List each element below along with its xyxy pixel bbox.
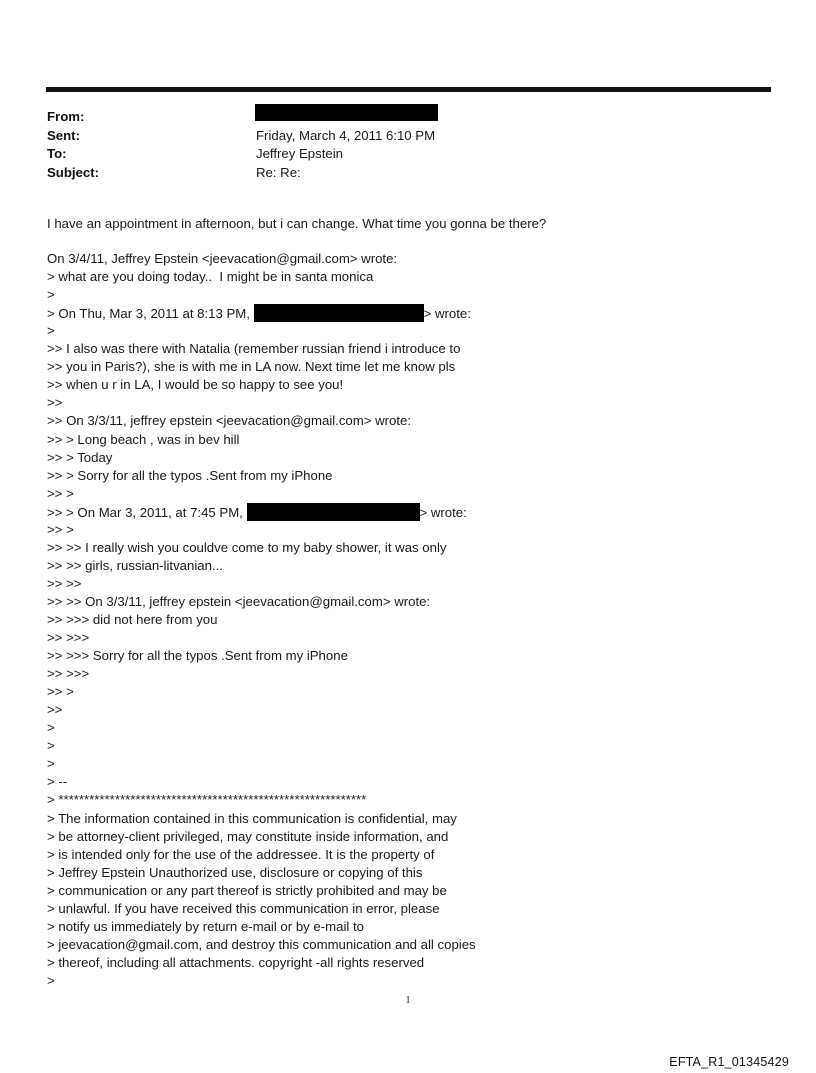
paragraph-gap <box>47 233 767 250</box>
sent-row <box>47 127 767 146</box>
quote-line: > ************************************************************ <box>47 792 367 808</box>
disclaimer-line: > notify us immediately by return e-mail or by e-mail to <box>47 918 364 934</box>
quote-line-end: > wrote: <box>419 504 467 520</box>
subject-label: Subject: <box>47 164 100 180</box>
quote-line: >> >> <box>47 575 82 591</box>
quote-line: >> > <box>47 521 74 537</box>
quote-line: >> > <box>47 684 74 700</box>
quote-line: >> On 3/3/11, jeffrey epstein <jeevacation@gmail.com> wrote: <box>47 413 412 429</box>
quote-line: >> when u r in LA, I would be so happy to see you! <box>47 377 344 393</box>
disclaimer-line: > jeevacation@gmail.com, and destroy this communication and all copies <box>47 936 476 952</box>
quote-line: > what are you doing today.. I might be in santa monica <box>47 269 374 285</box>
quote-line-start: > On Thu, Mar 3, 2011 at 8:13 PM, <box>47 306 254 322</box>
header-rule <box>46 87 771 92</box>
email-body <box>47 215 767 990</box>
quote-line: >> >>> <box>47 630 90 646</box>
quote-line-with-redaction <box>47 304 767 322</box>
disclaimer-line: > is intended only for the use of the addressee. It is the property of <box>47 846 435 862</box>
to-row <box>47 145 767 164</box>
quote-line: >> you in Paris?), she is with me in LA now. Next time let me know pls <box>47 359 456 375</box>
subject-value: Re: Re: <box>256 164 301 180</box>
disclaimer-line: > The information contained in this communication is confidential, may <box>47 810 457 826</box>
sent-value: Friday, March 4, 2011 6:10 PM <box>256 127 436 143</box>
from-redaction <box>255 104 438 121</box>
quote-line: > <box>47 720 55 736</box>
sent-label: Sent: <box>47 127 80 143</box>
quote-line-end: > wrote: <box>423 306 471 322</box>
quote-line: >> I also was there with Natalia (remember russian friend i introduce to <box>47 341 461 357</box>
quote-line: >> > Long beach , was in bev hill <box>47 431 240 447</box>
sender-redaction <box>254 304 424 322</box>
body-intro: I have an appointment in afternoon, but i can change. What time you gonna be there? <box>47 216 547 231</box>
disclaimer-line: > Jeffrey Epstein Unauthorized use, disclosure or copying of this <box>47 864 423 880</box>
quote-line: >> >>> did not here from you <box>47 611 218 627</box>
quote-line: > <box>47 972 55 988</box>
quote-line: > <box>47 323 55 339</box>
from-row <box>47 108 767 127</box>
sender-redaction <box>247 503 420 521</box>
document-id: EFTA_R1_01345429 <box>669 1055 789 1069</box>
to-value: Jeffrey Epstein <box>256 146 343 161</box>
quote-line: >> > <box>47 485 74 501</box>
page-number: 1 <box>405 995 411 1006</box>
to-label: To: <box>47 146 67 161</box>
from-label: From: <box>47 109 85 124</box>
disclaimer-line: > unlawful. If you have received this communication in error, please <box>47 900 440 916</box>
quote-line: >> >>> <box>47 666 90 682</box>
quote-line: > <box>47 287 55 303</box>
disclaimer-line: > communication or any part thereof is strictly prohibited and may be <box>47 882 447 898</box>
quote-line: >> > Sorry for all the typos .Sent from my iPhone <box>47 467 333 483</box>
quote-line: >> >> On 3/3/11, jeffrey epstein <jeevacation@gmail.com> wrote: <box>47 593 431 609</box>
quote-line: > -- <box>47 774 68 790</box>
quote-line-start: >> > On Mar 3, 2011, at 7:45 PM, <box>47 504 247 520</box>
quote-line: On 3/4/11, Jeffrey Epstein <jeevacation@gmail.com> wrote: <box>47 251 398 267</box>
disclaimer-line: > be attorney-client privileged, may constitute inside information, and <box>47 828 449 844</box>
quote-line: > <box>47 738 55 754</box>
quote-line: >> <box>47 702 63 718</box>
subject-row <box>47 164 767 183</box>
quote-line: >> >> girls, russian-litvanian... <box>47 557 223 573</box>
quote-line: >> > Today <box>47 449 113 465</box>
quote-line: >> <box>47 395 63 411</box>
quote-line: > <box>47 756 55 772</box>
quote-line: >> >>> Sorry for all the typos .Sent from my iPhone <box>47 648 348 664</box>
email-header <box>47 108 767 182</box>
quote-line-with-redaction <box>47 503 767 521</box>
quote-line: >> >> I really wish you couldve come to my baby shower, it was only <box>47 539 447 555</box>
disclaimer-line: > thereof, including all attachments. copyright -all rights reserved <box>47 954 425 970</box>
